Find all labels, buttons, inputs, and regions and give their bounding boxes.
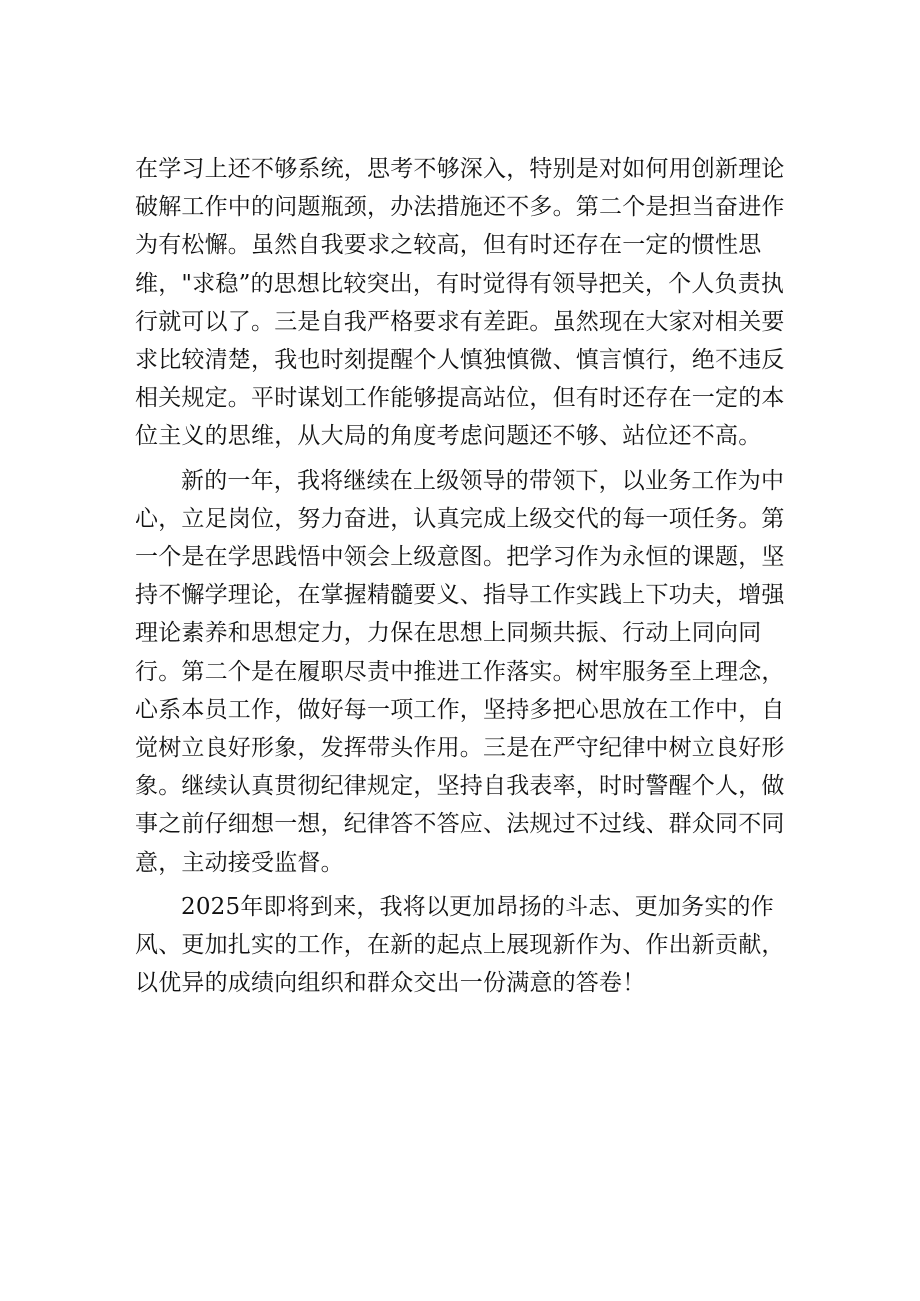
paragraph-new-year-plan: 新的一年，我将继续在上级领导的带领下，以业务工作为中心，立足岗位，努力奋进，认真完成上级交代的每一项任务。第一个是在学思践悟中领会上级意图。把学习作为永恒的课题，坚持不懈学理论，在掌握精髓要义、指导工作实践上下功夫，增强理论素养和思想定力，力保在思想上同频共振、行动上同向同行。第二个是在履职尽责中推进工作落实。树牢服务至上理念，心系本员工作，做好每一项工作，坚持多把心思放在工作中，自觉树立良好形象，发挥带头作用。三是在严守纪律中树立良好形象。继续认真贯彻纪律规定，坚持自我表率，时时警醒个人，做事之前仔细想一想，纪律答不答应、法规过不过线、群众同不同意，主动接受监督。	[135, 467, 785, 876]
paragraph-continued: 在学习上还不够系统，思考不够深入，特别是对如何用创新理论破解工作中的问题瓶颈，办法措施还不多。第二个是担当奋进作为有松懈。虽然自我要求之较高，但有时还存在一定的惯性思维，"求稳”的思想比较突出，有时觉得有领导把关，个人负责执行就可以了。三是自我严格要求有差距。虽然现在大家对相关要求比较清楚，我也时刻提醒个人慎独慎微、慎言慎行，绝不违反相关规定。平时谋划工作能够提高站位，但有时还存在一定的本位主义的思维，从大局的角度考虑问题还不够、站位还不高。	[135, 156, 785, 450]
document-body	[135, 150, 795, 1002]
paragraph-closing: 2025年即将到来，我将以更加昂扬的斗志、更加务实的作风、更加扎实的工作，在新的起点上展现新作为、作出新贡献，以优异的成绩向组织和群众交出一份满意的答卷！	[135, 893, 785, 997]
